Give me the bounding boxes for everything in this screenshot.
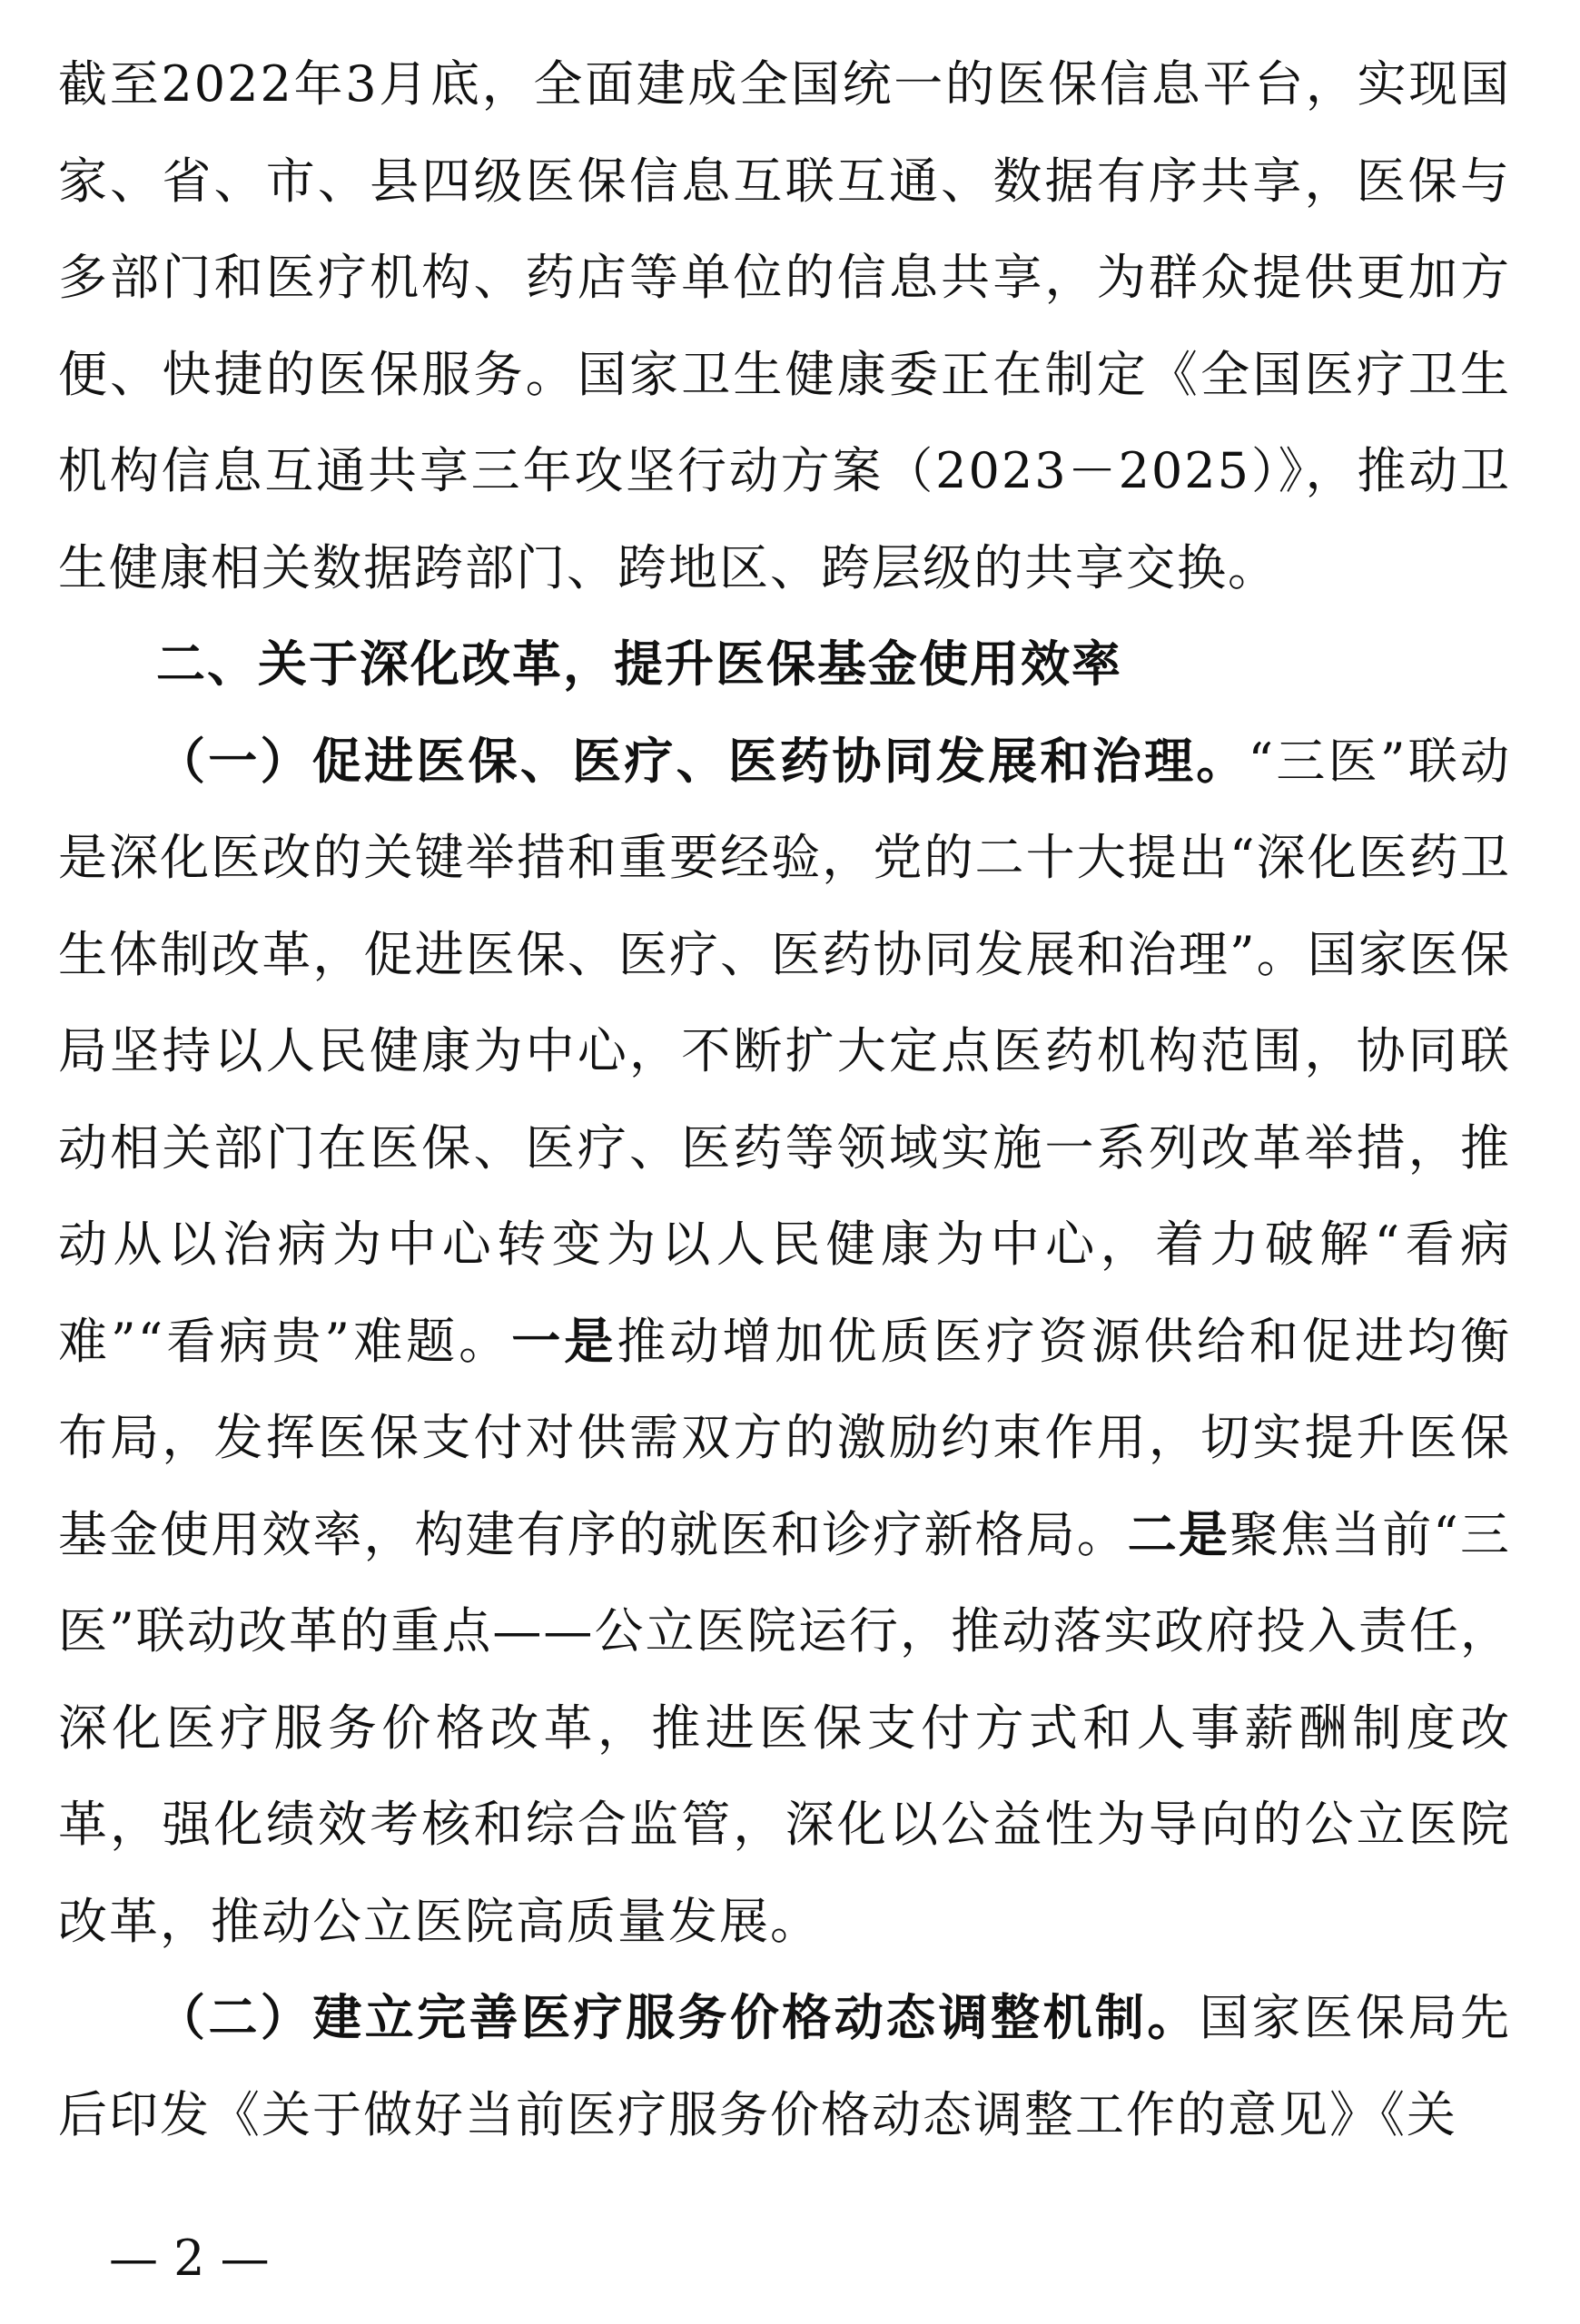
paragraph-continued: 截至2022年3月底，全面建成全国统一的医保信息平台，实现国家、省、市、县四级医保信息互联互通、数据有序共享，医保与多部门和医疗机构、药店等单位的信息共享，为群众提供更加方便、快捷的医保服务。国家卫生健康委正在制定《全国医疗卫生机构信息互通共享三年攻坚行动方案（2023－2025）》，推动卫生健康相关数据跨部门、跨地区、跨层级的共享交换。 [58,55,1511,596]
subsection-2-title: （二）建立完善医疗服务价格动态调整机制。 [156,1989,1200,2046]
subsection-1-text-b: 推动增加优质医疗资源供给和促进均衡布局，发挥医保支付对供需双方的激励约束作用，切实提升医保基金使用效率，构建有序的就医和诊疗新格局。 [58,1312,1512,1563]
page-number: — 2 — [109,2230,270,2287]
paragraph-subsection-2 [58,1970,1511,2163]
keyword-first: 一是 [511,1312,617,1370]
subsection-1-title: （一）促进医保、医疗、医药协同发展和治理。 [156,732,1249,790]
subsection-1-text-a: “三医”联动是深化医改的关键举措和重要经验，党的二十大提出“深化医药卫生体制改革，促进医保、医疗、医药协同发展和治理”。国家医保局坚持以人民健康为中心，不断扩大定点医药机构范围，协同联动相关部门在医保、医疗、医药等领域实施一系列改革举措，推动从以治病为中心转变为以人民健康为中心，着力破解“看病难”“看病贵”难题。 [58,732,1512,1370]
subsection-2-text: 国家医保局先后印发《关于做好当前医疗服务价格动态调整工作的意见》《关 [58,1989,1512,2143]
subsection-1-text-c: 聚焦当前“三医”联动改革的重点——公立医院运行，推动落实政府投入责任，深化医疗服务价格改革，推进医保支付方式和人事薪酬制度改革，强化绩效考核和综合监管，深化以公益性为导向的公立医院改革，推动公立医院高质量发展。 [58,1505,1512,1950]
paragraph-subsection-1 [58,714,1511,1971]
document-body [58,36,1511,2163]
section-heading: 二、关于深化改革，提升医保基金使用效率 [156,635,1122,693]
keyword-second: 二是 [1127,1505,1229,1563]
